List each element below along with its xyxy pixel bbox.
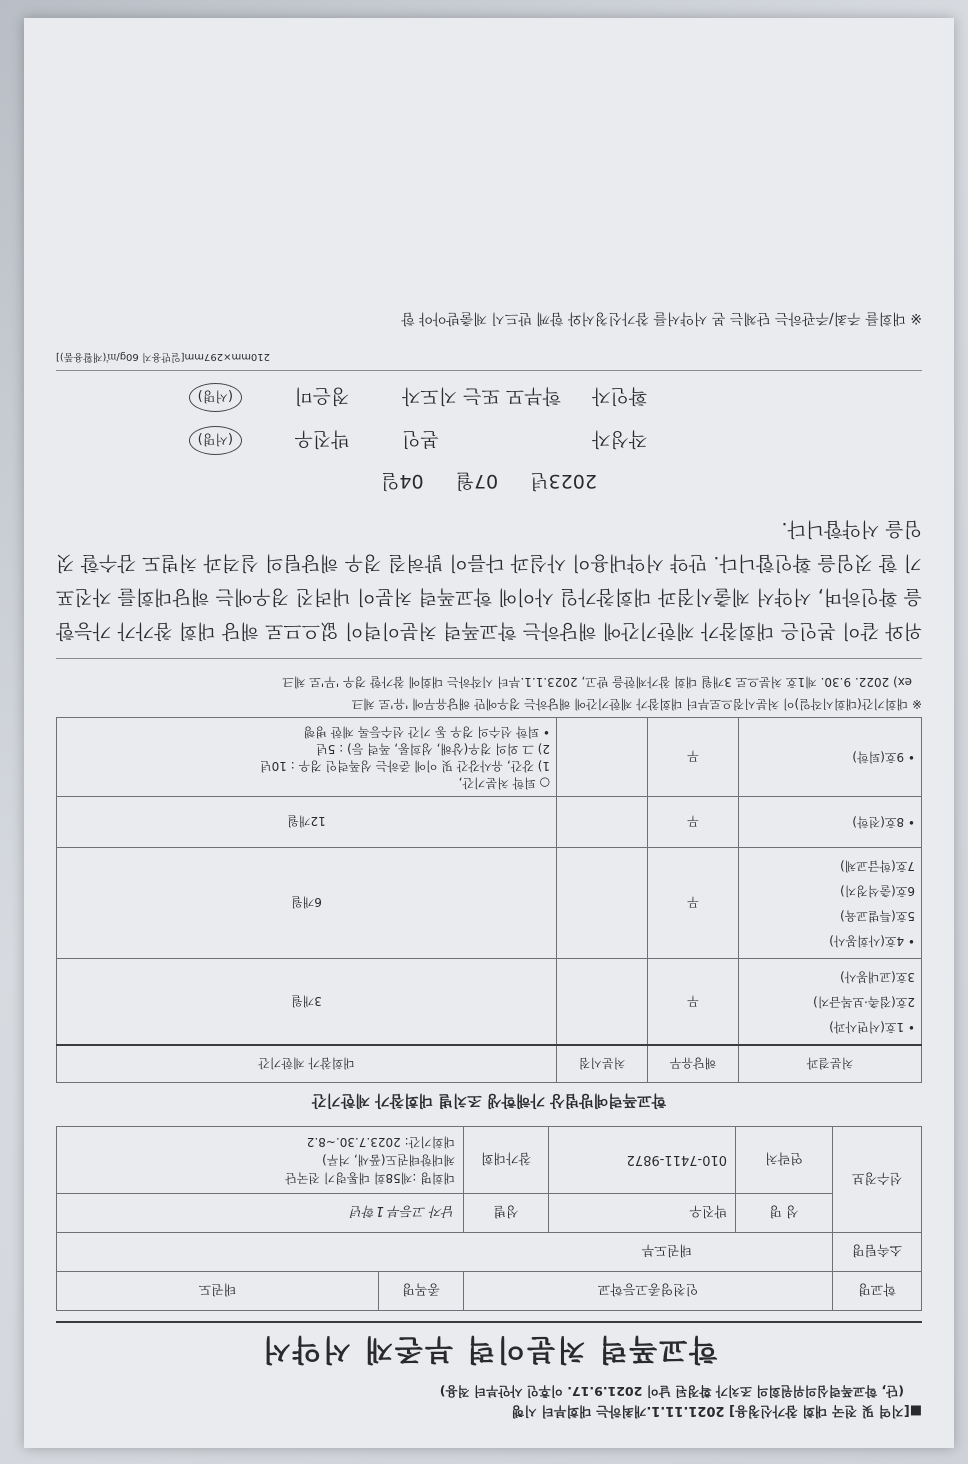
info-table <box>56 1126 922 1311</box>
contact-label: 연락처 <box>736 1127 833 1194</box>
writer-label: 작성자 <box>592 428 648 450</box>
table-row <box>57 718 922 797</box>
event-label: 종목명 <box>379 1272 464 1311</box>
result-items <box>739 797 922 848</box>
limit-note: 2) 그 외의 경우(상해, 성희롱, 폭력 등) : 5년 <box>316 742 550 756</box>
team-value: 태권도부 <box>57 1233 833 1272</box>
confirmer-name: 정은미 <box>294 385 350 407</box>
pledge-text: 위와 같이 본인은 대회참가 제한기간에 해당하는 학교폭력 처분이력이 없으므로 해당 대회 참가가 가능함을 확인하며, 서약서 제출시점과 대회참가일 사이에 학교폭력 처분이 내려진 경우에는 해당대회를 자진포기 할 것임을 확인합니다. 만약 서약내용이 사실과 다름이 밝혀질 경우 해당팀의 실격과 처벌도 감수할 것임을 서약합니다. <box>56 512 922 659</box>
writer-signature: (서명) <box>189 426 242 455</box>
writer-row <box>56 426 922 455</box>
limit-note: ○ 퇴학 처분기간, <box>458 776 550 790</box>
bottom-note: ※ 대회를 주최/주관하는 단체는 본 서약서를 참가신청서와 함께 반드시 제출받아야 함 <box>401 310 922 326</box>
event-value: 태권도 <box>57 1272 379 1311</box>
table-row <box>57 959 922 1046</box>
when-cell <box>557 797 648 848</box>
footnote-2: ex) 2022. 9.30. 제1호 처분으로 3개월 대회 참가제한을 받고, 2023.1.1.부터 시작하는 대회에 참가할 경우 '무'로 체크 <box>282 675 912 689</box>
table-row <box>57 797 922 848</box>
writer-name: 박진우 <box>294 428 350 450</box>
limit-notes <box>57 718 557 797</box>
limit-note: • 퇴학 선수의 경우 동 기간 선수등록 제한 병행 <box>303 725 550 739</box>
competition-value <box>57 1127 464 1194</box>
limit-cell: 6개월 <box>57 848 557 959</box>
when-cell <box>557 718 648 797</box>
contact-value: 010-7411-9872 <box>549 1127 736 1194</box>
limit-table <box>56 717 922 1083</box>
result-item: 3호(교내봉사) <box>840 970 915 984</box>
gender-value: 남자 고등부 1학년 <box>57 1194 464 1233</box>
competition-line2: 체대항태권도(품새, 겨루) <box>322 1153 455 1167</box>
check-cell: 무 <box>648 718 739 797</box>
result-item: • 8호(전학) <box>852 815 915 830</box>
result-item: 7호(학급교체) <box>840 859 915 873</box>
table-row <box>57 848 922 959</box>
result-item: • 9호(퇴학) <box>852 750 915 765</box>
document-title: 학교폭력 처분이력 부존재 서약서 <box>56 1321 922 1372</box>
limit-title: 학교폭력예방법상 가해학생 조치별 대회참가 제한기간 <box>311 1092 667 1110</box>
document-sheet <box>24 18 954 1448</box>
header-line1: ■[지역 및 전국 대회 참가신청용] 2021.11.1.개최하는 대회부터 시행 <box>511 1403 922 1418</box>
result-items <box>739 848 922 959</box>
check-cell: 무 <box>648 959 739 1046</box>
competition-label: 참가대회 <box>464 1127 549 1194</box>
paper-size: 210mm×297mm[일반용지 60g/㎡(재활용품)] <box>56 351 922 371</box>
school-label: 학교명 <box>833 1272 922 1311</box>
athlete-label: 선수정보 <box>833 1127 922 1233</box>
name-label: 성 명 <box>736 1194 833 1233</box>
header-when: 처분시점 <box>557 1045 648 1083</box>
gender-label: 성별 <box>464 1194 549 1233</box>
writer-role: 본인 <box>402 428 439 450</box>
result-items <box>739 959 922 1046</box>
result-items <box>739 718 922 797</box>
school-value: 인천영종고등학교 <box>464 1272 833 1311</box>
limit-cell: 12개월 <box>57 797 557 848</box>
confirmer-label: 확인자 <box>592 385 648 407</box>
competition-line3: 대회기간: 2023.7.30.~8.2 <box>306 1135 455 1149</box>
when-cell <box>557 959 648 1046</box>
header-limit: 대회참가 제한기간 <box>57 1045 557 1083</box>
header-line2: (단, 학교폭력심의위원회의 조치가 확정된 날이 2021.9.17. 이후인 사안부터 적용) <box>439 1384 904 1399</box>
date-year: 2023년 <box>530 470 597 492</box>
header-check: 해당유무 <box>648 1045 739 1083</box>
competition-line1: 대회명 :제58회 대통령기 전국단 <box>285 1171 455 1185</box>
confirmer-role: 학부모 또는 지도자 <box>402 385 561 407</box>
team-label: 소속팀명 <box>833 1233 922 1272</box>
document-content <box>56 309 922 1420</box>
name-value: 박진우 <box>549 1194 736 1233</box>
header-result: 처분결과 <box>739 1045 922 1083</box>
result-item: 6호(출석정지) <box>840 884 915 898</box>
check-cell: 무 <box>648 797 739 848</box>
result-item: 2호(접촉·보복금지) <box>813 995 915 1009</box>
check-cell: 무 <box>648 848 739 959</box>
result-item: 5호(특별교육) <box>840 909 915 923</box>
limit-note: 1) 강간, 유사강간 및 이에 준하는 성폭력인 경우 : 10년 <box>259 759 550 773</box>
confirmer-row <box>56 383 922 412</box>
confirmer-signature: (서명) <box>189 383 242 412</box>
result-item: • 1호(서면사과) <box>829 1020 915 1034</box>
pledge-date <box>56 469 922 496</box>
date-month: 07월 <box>455 470 499 492</box>
result-item: • 4호(사회봉사) <box>829 934 915 948</box>
footnote-1: ※ 대회기간(대회시작일)이 처분시점으로부터 대회참가 제한기간에 해당하는 경우에만 해당유무에 '유'로 체크 <box>351 697 922 711</box>
date-day: 04일 <box>381 470 424 492</box>
when-cell <box>557 848 648 959</box>
limit-cell: 3개월 <box>57 959 557 1046</box>
